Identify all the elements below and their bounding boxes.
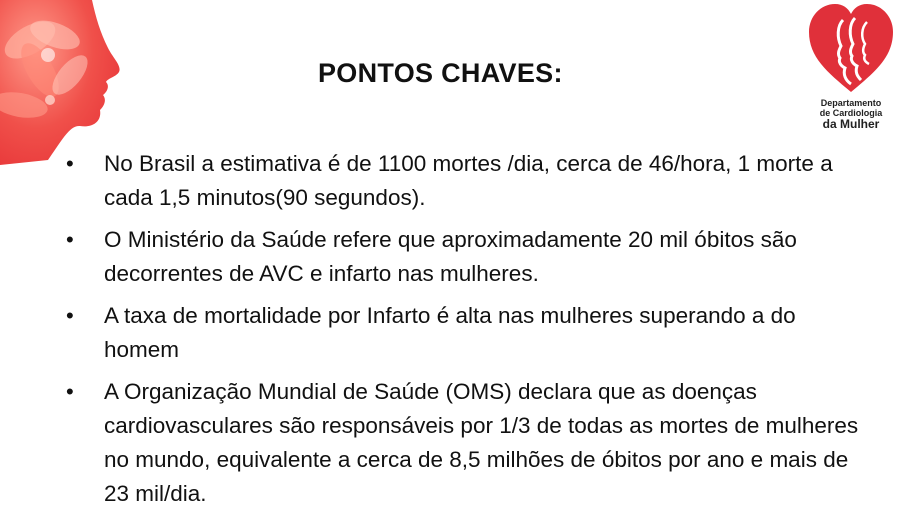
bullet-icon: • [66, 151, 74, 176]
bullet-text: A taxa de mortalidade por Infarto é alta nas mulheres superando a do homem [104, 303, 796, 362]
list-item [0, 223, 900, 291]
bullet-icon: • [66, 379, 74, 404]
bullet-text: No Brasil a estimativa é de 1100 mortes /dia, cerca de 46/hora, 1 morte a cada 1,5 minutos(90 segundos). [104, 151, 833, 210]
heart-profiles-icon [807, 2, 895, 94]
list-item [0, 299, 900, 367]
bullet-text: O Ministério da Saúde refere que aproximadamente 20 mil óbitos são decorrentes de AVC e infarto nas mulheres. [104, 227, 797, 286]
logo-line-3: da Mulher [822, 117, 880, 131]
logo-line-1: Departamento [820, 98, 882, 108]
list-item [0, 147, 900, 215]
bullet-list [0, 147, 900, 519]
logo-line-2: de Cardiologia [819, 108, 883, 118]
bullet-icon: • [66, 227, 74, 252]
department-logo [805, 2, 897, 142]
flower-woman-profile-icon [0, 0, 150, 165]
bullet-icon: • [66, 303, 74, 328]
slide-title: PONTOS CHAVES: [318, 58, 563, 88]
list-item [0, 375, 900, 511]
bullet-text: A Organização Mundial de Saúde (OMS) declara que as doenças cardiovasculares são responsáveis por 1/3 de todas as mortes de mulheres no mundo, equivalente a cerca de 8,5 milhões de óbitos por ano e mais de 23 mil/dia. [104, 379, 859, 506]
